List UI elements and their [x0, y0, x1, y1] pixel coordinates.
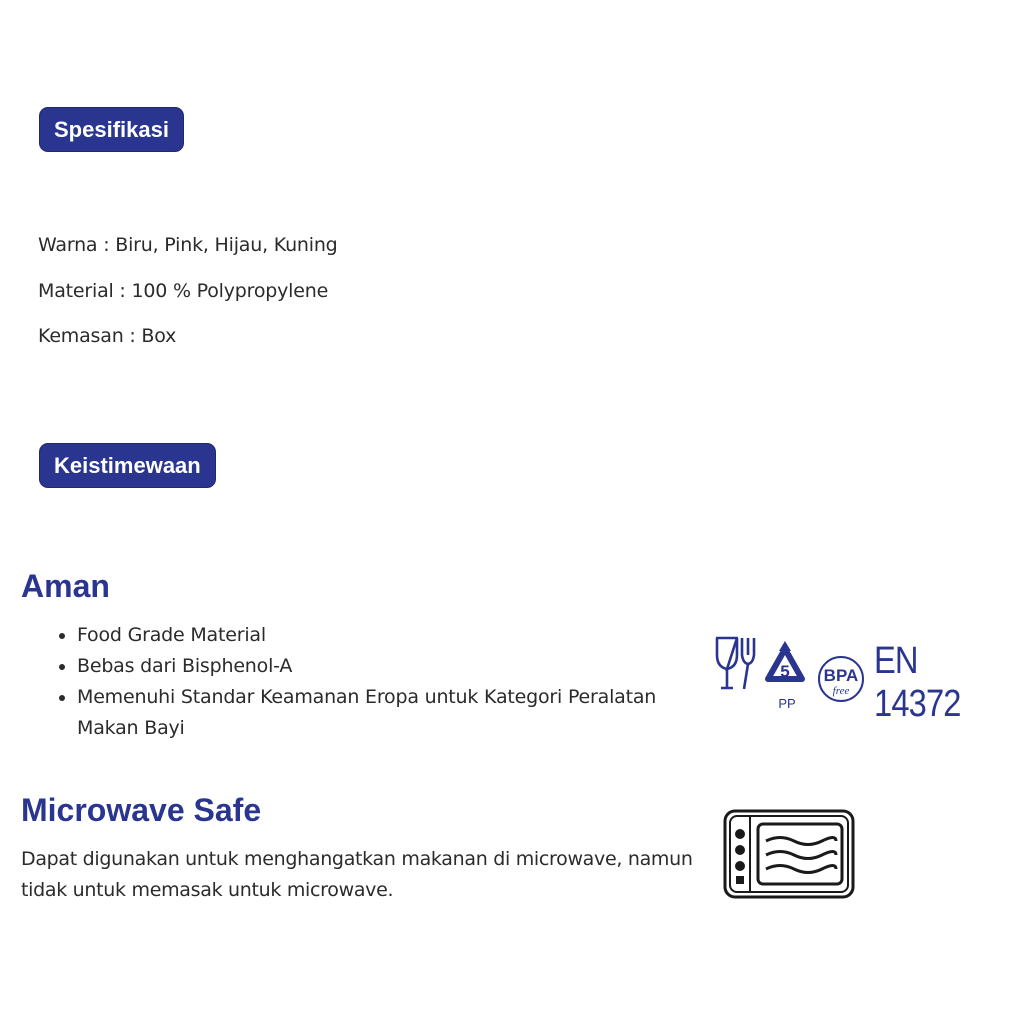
- microwave-icon: [722, 808, 856, 902]
- bullet-bpa: • Bebas dari Bisphenol-A: [77, 651, 717, 682]
- bpa-text: BPA: [823, 666, 859, 685]
- en-14372-label: EN 14372: [874, 640, 961, 725]
- bpa-free-text: free: [832, 685, 850, 697]
- aman-bullet-list: [55, 620, 717, 744]
- bullet-food-grade: • Food Grade Material: [77, 620, 717, 651]
- spec-kemasan: Kemasan : Box: [38, 325, 177, 347]
- bullet-standar-eropa: • Memenuhi Standar Keamanan Eropa untuk Kategori Peralatan Makan Bayi: [77, 682, 717, 744]
- microwave-description: Dapat digunakan untuk menghangatkan makanan di microwave, namun tidak untuk memasak untuk microwave.: [21, 848, 693, 901]
- spesifikasi-badge: Spesifikasi: [40, 108, 183, 151]
- recycle-code: PP: [778, 696, 796, 711]
- recycle-number: 5: [780, 662, 790, 681]
- bpa-free-icon: [819, 657, 863, 701]
- keistimewaan-badge: Keistimewaan: [40, 444, 215, 487]
- spec-material: Material : 100 % Polypropylene: [38, 280, 329, 302]
- food-safe-icon: [716, 638, 754, 689]
- spec-warna: Warna : Biru, Pink, Hijau, Kuning: [38, 234, 338, 256]
- recycle-pp-5-icon: [768, 641, 802, 711]
- aman-heading: Aman: [21, 568, 110, 604]
- microwave-heading: Microwave Safe: [21, 792, 262, 828]
